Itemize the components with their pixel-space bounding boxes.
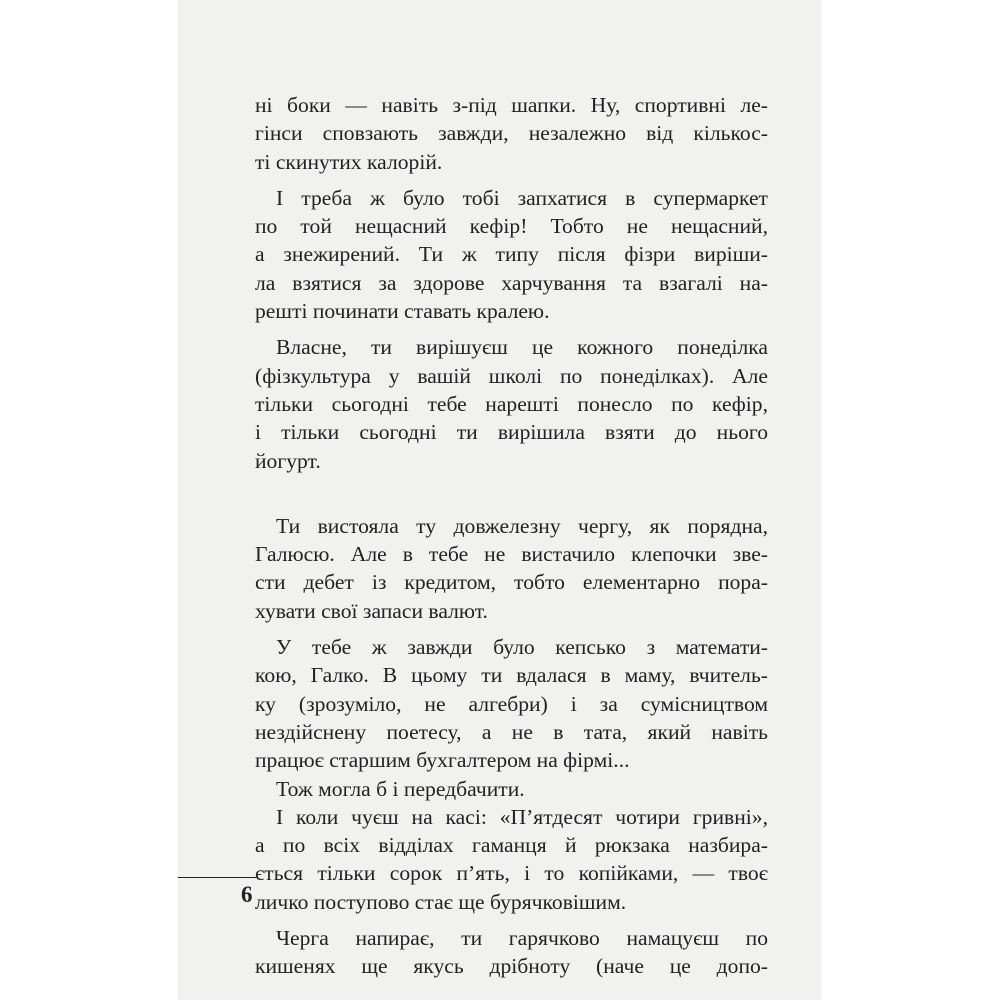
text-line: решті починати ставать кралею. <box>255 299 550 324</box>
folio-rule <box>178 877 256 878</box>
text-line: а знежирений. Ти ж типу після фізри виріши- <box>255 242 768 267</box>
text-line: хувати свої запаси валют. <box>255 598 488 623</box>
text-line: працює старшим бухгалтером на фірмі... <box>255 748 630 773</box>
text-line: ку (зрозуміло, не алгебри) і за сумісництвом <box>255 691 768 716</box>
text-line: У тебе ж завжди було кепсько з математи- <box>276 635 768 660</box>
text-line: Власне, ти вирішуєш це кожного понеділка <box>276 335 768 360</box>
text-line: личко поступово стає ще бурячковішим. <box>255 889 627 914</box>
text-line: тільки сьогодні тебе нарешті понесло по кефір, <box>255 391 768 416</box>
text-line: Тож могла б і передбачити. <box>276 776 525 801</box>
text-line: йогурт. <box>255 448 321 473</box>
text-line: нездійснену поетесу, а не в тата, який навіть <box>255 719 768 744</box>
text-line: кишенях ще якусь дрібноту (наче це допо- <box>255 954 768 979</box>
text-line: І треба ж було тобі запхатися в супермаркет <box>276 185 768 210</box>
text-line: ті скинутих калорій. <box>255 149 443 174</box>
text-line: І коли чуєш на касі: «П’ятдесят чотири гривні», <box>276 804 768 829</box>
text-line: ні боки — навіть з-під шапки. Ну, спортивні ле- <box>255 93 768 117</box>
text-line: гінси сповзають завжди, незалежно від кількос- <box>255 121 768 146</box>
text-line: (фізкультура у вашій школі по понеділках). Але <box>255 363 768 388</box>
text-line: кою, Галко. В цьому ти вдалася в маму, вчитель- <box>255 663 768 688</box>
text-line: Ти вистояла ту довжелезну чергу, як порядна, <box>276 513 768 538</box>
text-line: а по всіх відділах гаманця й рюкзака назбира- <box>255 833 768 858</box>
text-line: по той нещасний кефір! Тобто не нещасний, <box>255 214 768 239</box>
page-number: 6 <box>241 882 253 907</box>
body-text <box>255 91 768 981</box>
text-line: Галюсю. Але в тебе не вистачило клепочки зве- <box>255 542 768 567</box>
text-line: ється тільки сорок п’ять, і то копійками, — твоє <box>255 861 768 886</box>
text-line: Черга напирає, ти гарячково намацуєш по <box>276 926 768 951</box>
text-line: ла взятися за здорове харчування та взагалі на- <box>255 270 768 295</box>
text-line: і тільки сьогодні ти вирішила взяти до нього <box>255 420 768 445</box>
text-line: сти дебет із кредитом, тобто елементарно пора- <box>255 570 768 595</box>
